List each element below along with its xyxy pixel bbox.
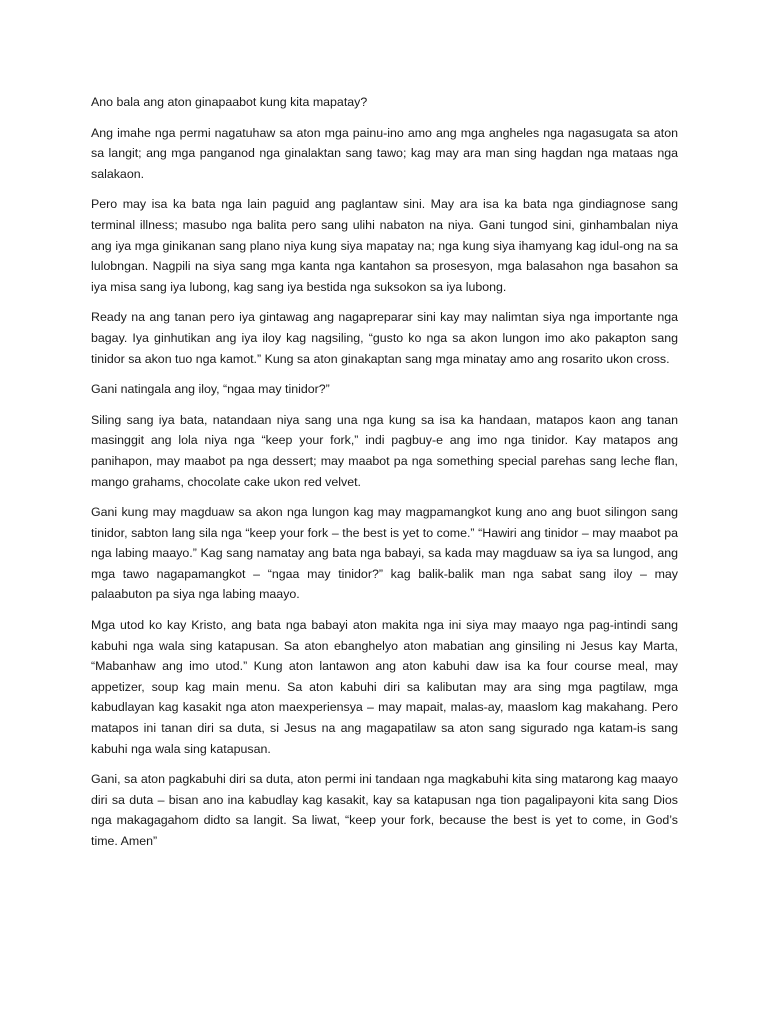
paragraph-best-is-yet-to-come: Gani kung may magduaw sa akon nga lungon kag may magpamangkot kung ano ang buot silingon sang tinidor, sabton lang sila nga “keep your fork – the best is yet to come.” “Hawiri ang tinidor – may maabot pa nga labing maayo.” Kag sang namatay ang bata nga babayi, sa kada may magduaw sa iya sa lungod, ang mga tawo nagapamangkot – “ngaa may tinidor?” kag balik-balik man nga sabat sang iloy – may palaabuton pa siya nga labing maayo.	[91, 505, 678, 602]
paragraph-eternal-life: Mga utod ko kay Kristo, ang bata nga babayi aton makita nga ini siya may maayo nga pag-intindi sang kabuhi nga wala sing katapusan. Sa aton ebanghelyo aton mabatian ang ginsiling ni Jesus kay Marta, “Mabanhaw ang imo utod.” Kung aton lantawon ang aton kabuhi daw isa ka four course meal, may appetizer, soup kag main menu. Sa aton kabuhi diri sa kalibutan may ara sing mga pagtilaw, mga kabudlayan kag kasakit nga aton maexperiensya – may mapait, malas-ay, maaslom kag makahang. Pero matapos ini tanan diri sa duta, si Jesus na ang magapatilaw sa aton sang sigurado nga katam-is sang kabuhi nga wala sing katapusan.	[91, 618, 678, 756]
document-body	[91, 92, 678, 862]
opening-question: Ano bala ang aton ginapaabot kung kita mapatay?	[91, 95, 368, 109]
paragraph-images-of-heaven: Ang imahe nga permi nagatuhaw sa aton mga painu-ino amo ang mga angheles nga nagasugata sa aton sa langit; ang mga panganod nga ginalaktan sang tawo; kag may ara man sing hagdan nga mataas nga salakaon.	[91, 125, 678, 181]
paragraph-fork-request: Ready na ang tanan pero iya gintawag ang nagapreparar sini kay may nalimtan siya nga importante nga bagay. Iya ginhutikan ang iya iloy kag nagsiling, “gusto ko nga sa akon lungon imo ako pakapton sang tinidor sa akon tuo nga kamot.” Kung sa aton ginakaptan sang mga minatay amo ang rosarito ukon cross.	[91, 310, 678, 366]
paragraph-keep-your-fork: Siling sang iya bata, natandaan niya sang una nga kung sa isa ka handaan, matapos kaon ang tanan masinggit ang lola niya nga “keep your fork,” indi pagbuy-e ang imo nga tinidor. Kay matapos ang panihapon, may maabot pa nga dessert; may maabot pa nga something special parehas sang leche flan, mango grahams, chocolate cake ukon red velvet.	[91, 412, 678, 489]
paragraph-child-diagnosis: Pero may isa ka bata nga lain paguid ang paglantaw sini. May ara isa ka bata nga gindiagnose sang terminal illness; masubo nga balita pero sang ulihi nabaton na niya. Gani tungod sini, ginhambalan niya ang iya mga ginikanan sang plano niya kung siya mapatay na; nga kung siya ihamyang kag idul-ong na sa lulobngan. Nagpili na siya sang mga kanta nga kantahon sa prosesyon, mga balasahon nga basahon sa iya misa sang iya lubong, kag sang iya bestida nga suksokon sa iya lubong.	[91, 197, 678, 294]
paragraph-closing-amen: Gani, sa aton pagkabuhi diri sa duta, aton permi ini tandaan nga magkabuhi kita sing matarong kag maayo diri sa duta – bisan ano ina kabudlay kag kasakit, kay sa katapusan nga tion pagalipayoni kita sang Dios nga makagagahom didto sa langit. Sa liwat, “keep your fork, because the best is yet to come, in God’s time. Amen”	[91, 772, 678, 848]
paragraph-mother-question: Gani natingala ang iloy, “ngaa may tinidor?”	[91, 382, 330, 397]
